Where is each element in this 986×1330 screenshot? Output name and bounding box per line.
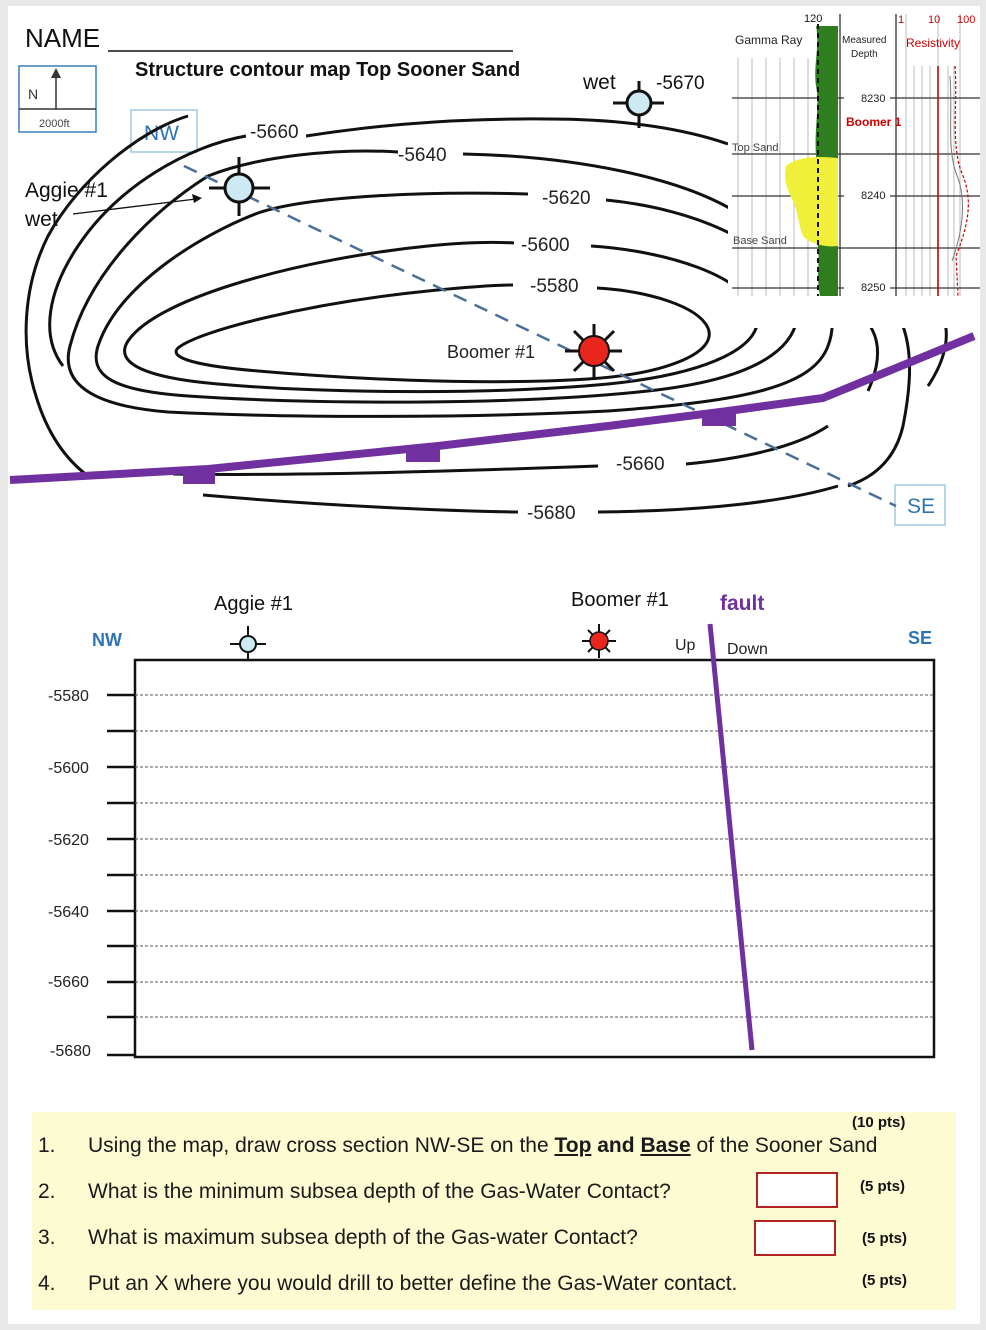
map-se-label: SE [907, 495, 936, 518]
q1-mid: and [591, 1134, 641, 1157]
north-label: N [28, 86, 39, 102]
contour-labels [250, 122, 665, 524]
log-gamma-label: Gamma Ray [735, 33, 803, 47]
q1-number: 1. [38, 1134, 56, 1157]
map-nw-label: NW [144, 122, 179, 145]
log-resistivity-label: Resistivity [906, 36, 961, 50]
depth-label: -5600 [48, 760, 89, 777]
depth-label: -5680 [50, 1043, 91, 1060]
boomer-map-label: Boomer #1 [447, 342, 536, 362]
log-res-scale-10: 10 [928, 14, 941, 26]
contour-label: -5660 [616, 454, 665, 475]
contour-5620 [96, 193, 797, 402]
q1-base: Base [640, 1134, 691, 1157]
wet-well-depth: -5670 [656, 73, 705, 94]
q1-points: (10 pts) [852, 1114, 906, 1131]
q3-text: What is maximum subsea depth of the Gas-water Contact? [88, 1226, 638, 1249]
questions-panel [32, 1112, 956, 1310]
depth-label: -5660 [48, 974, 89, 991]
contour-right-3 [848, 306, 910, 486]
q3-answer-box[interactable] [754, 1220, 836, 1256]
q2-points: (5 pts) [860, 1178, 905, 1195]
north-arrow-scale [19, 66, 96, 132]
q2-text: What is the minimum subsea depth of the Gas-Water Contact? [88, 1180, 671, 1203]
contour-5600 [125, 242, 758, 391]
q4-points: (5 pts) [862, 1272, 907, 1289]
log-well-name: Boomer 1 [846, 115, 902, 129]
q4-text: Put an X where you would drill to better define the Gas-Water contact. [88, 1272, 738, 1295]
log-depth-8250: 8250 [861, 282, 886, 294]
depth-label: -5620 [48, 832, 89, 849]
log-res-scale-100: 100 [957, 14, 976, 26]
contour-label: -5640 [398, 145, 447, 166]
contour-label: -5600 [521, 235, 570, 256]
q1-pre: Using the map, draw cross section NW-SE on the [88, 1134, 555, 1157]
aggie-well-icon [209, 157, 270, 216]
contour-label: -5660 [250, 122, 299, 143]
contour-5680-left [26, 116, 188, 476]
xs-se-label: SE [908, 628, 933, 648]
xs-boomer-well-icon [582, 624, 616, 658]
aggie-map-label: Aggie #1 [25, 179, 108, 202]
log-base-sand: Base Sand [733, 235, 787, 247]
boomer-well-icon [565, 324, 622, 378]
q1-top: Top [554, 1134, 592, 1157]
contour-5680-south [203, 495, 518, 512]
depth-label: -5580 [48, 688, 89, 705]
worksheet [8, 6, 980, 1324]
contour-5660-south-b [686, 426, 828, 464]
log-depth-header-1: Measured [842, 35, 887, 46]
xs-down-label: Down [727, 641, 768, 658]
xs-boomer-label: Boomer #1 [571, 589, 669, 611]
q3-number: 3. [38, 1226, 56, 1249]
q4-number: 4. [38, 1272, 56, 1295]
log-top-sand: Top Sand [732, 142, 779, 154]
well-log [728, 12, 980, 328]
scale-label: 2000ft [39, 118, 70, 130]
q1-post: of the Sooner Sand [690, 1134, 878, 1157]
contour-5680-south-b [598, 486, 838, 512]
contour-label: -5680 [527, 503, 576, 524]
xs-nw-label: NW [92, 630, 122, 650]
name-label: NAME [25, 23, 101, 53]
xs-fault-label: fault [720, 592, 765, 615]
xs-aggie-label: Aggie #1 [214, 593, 293, 615]
q2-answer-box[interactable] [756, 1172, 838, 1208]
q2-number: 2. [38, 1180, 56, 1203]
q1-text [88, 1134, 877, 1158]
wet-well-status: wet [583, 71, 616, 94]
xs-up-label: Up [675, 637, 696, 654]
contour-label: -5580 [530, 276, 579, 297]
depth-axis-labels [48, 688, 91, 1060]
xs-aggie-well-icon [230, 626, 266, 662]
contour-5640 [68, 151, 832, 416]
log-depth-8230: 8230 [861, 93, 886, 105]
contour-5580 [176, 285, 709, 382]
aggie-status-label: wet [25, 208, 58, 231]
contour-5660-upper [306, 119, 728, 144]
cross-section-frame[interactable] [135, 660, 934, 1057]
log-depth-header-2: Depth [851, 49, 878, 60]
depth-label: -5640 [48, 904, 89, 921]
contour-label: -5620 [542, 188, 591, 209]
map-title: Structure contour map Top Sooner Sand [135, 59, 521, 81]
q3-points: (5 pts) [862, 1230, 907, 1247]
depth-ticks [107, 695, 135, 1055]
log-res-scale-1: 1 [898, 14, 905, 26]
log-depth-8240: 8240 [861, 190, 886, 202]
log-gr-max: 120 [804, 13, 823, 25]
